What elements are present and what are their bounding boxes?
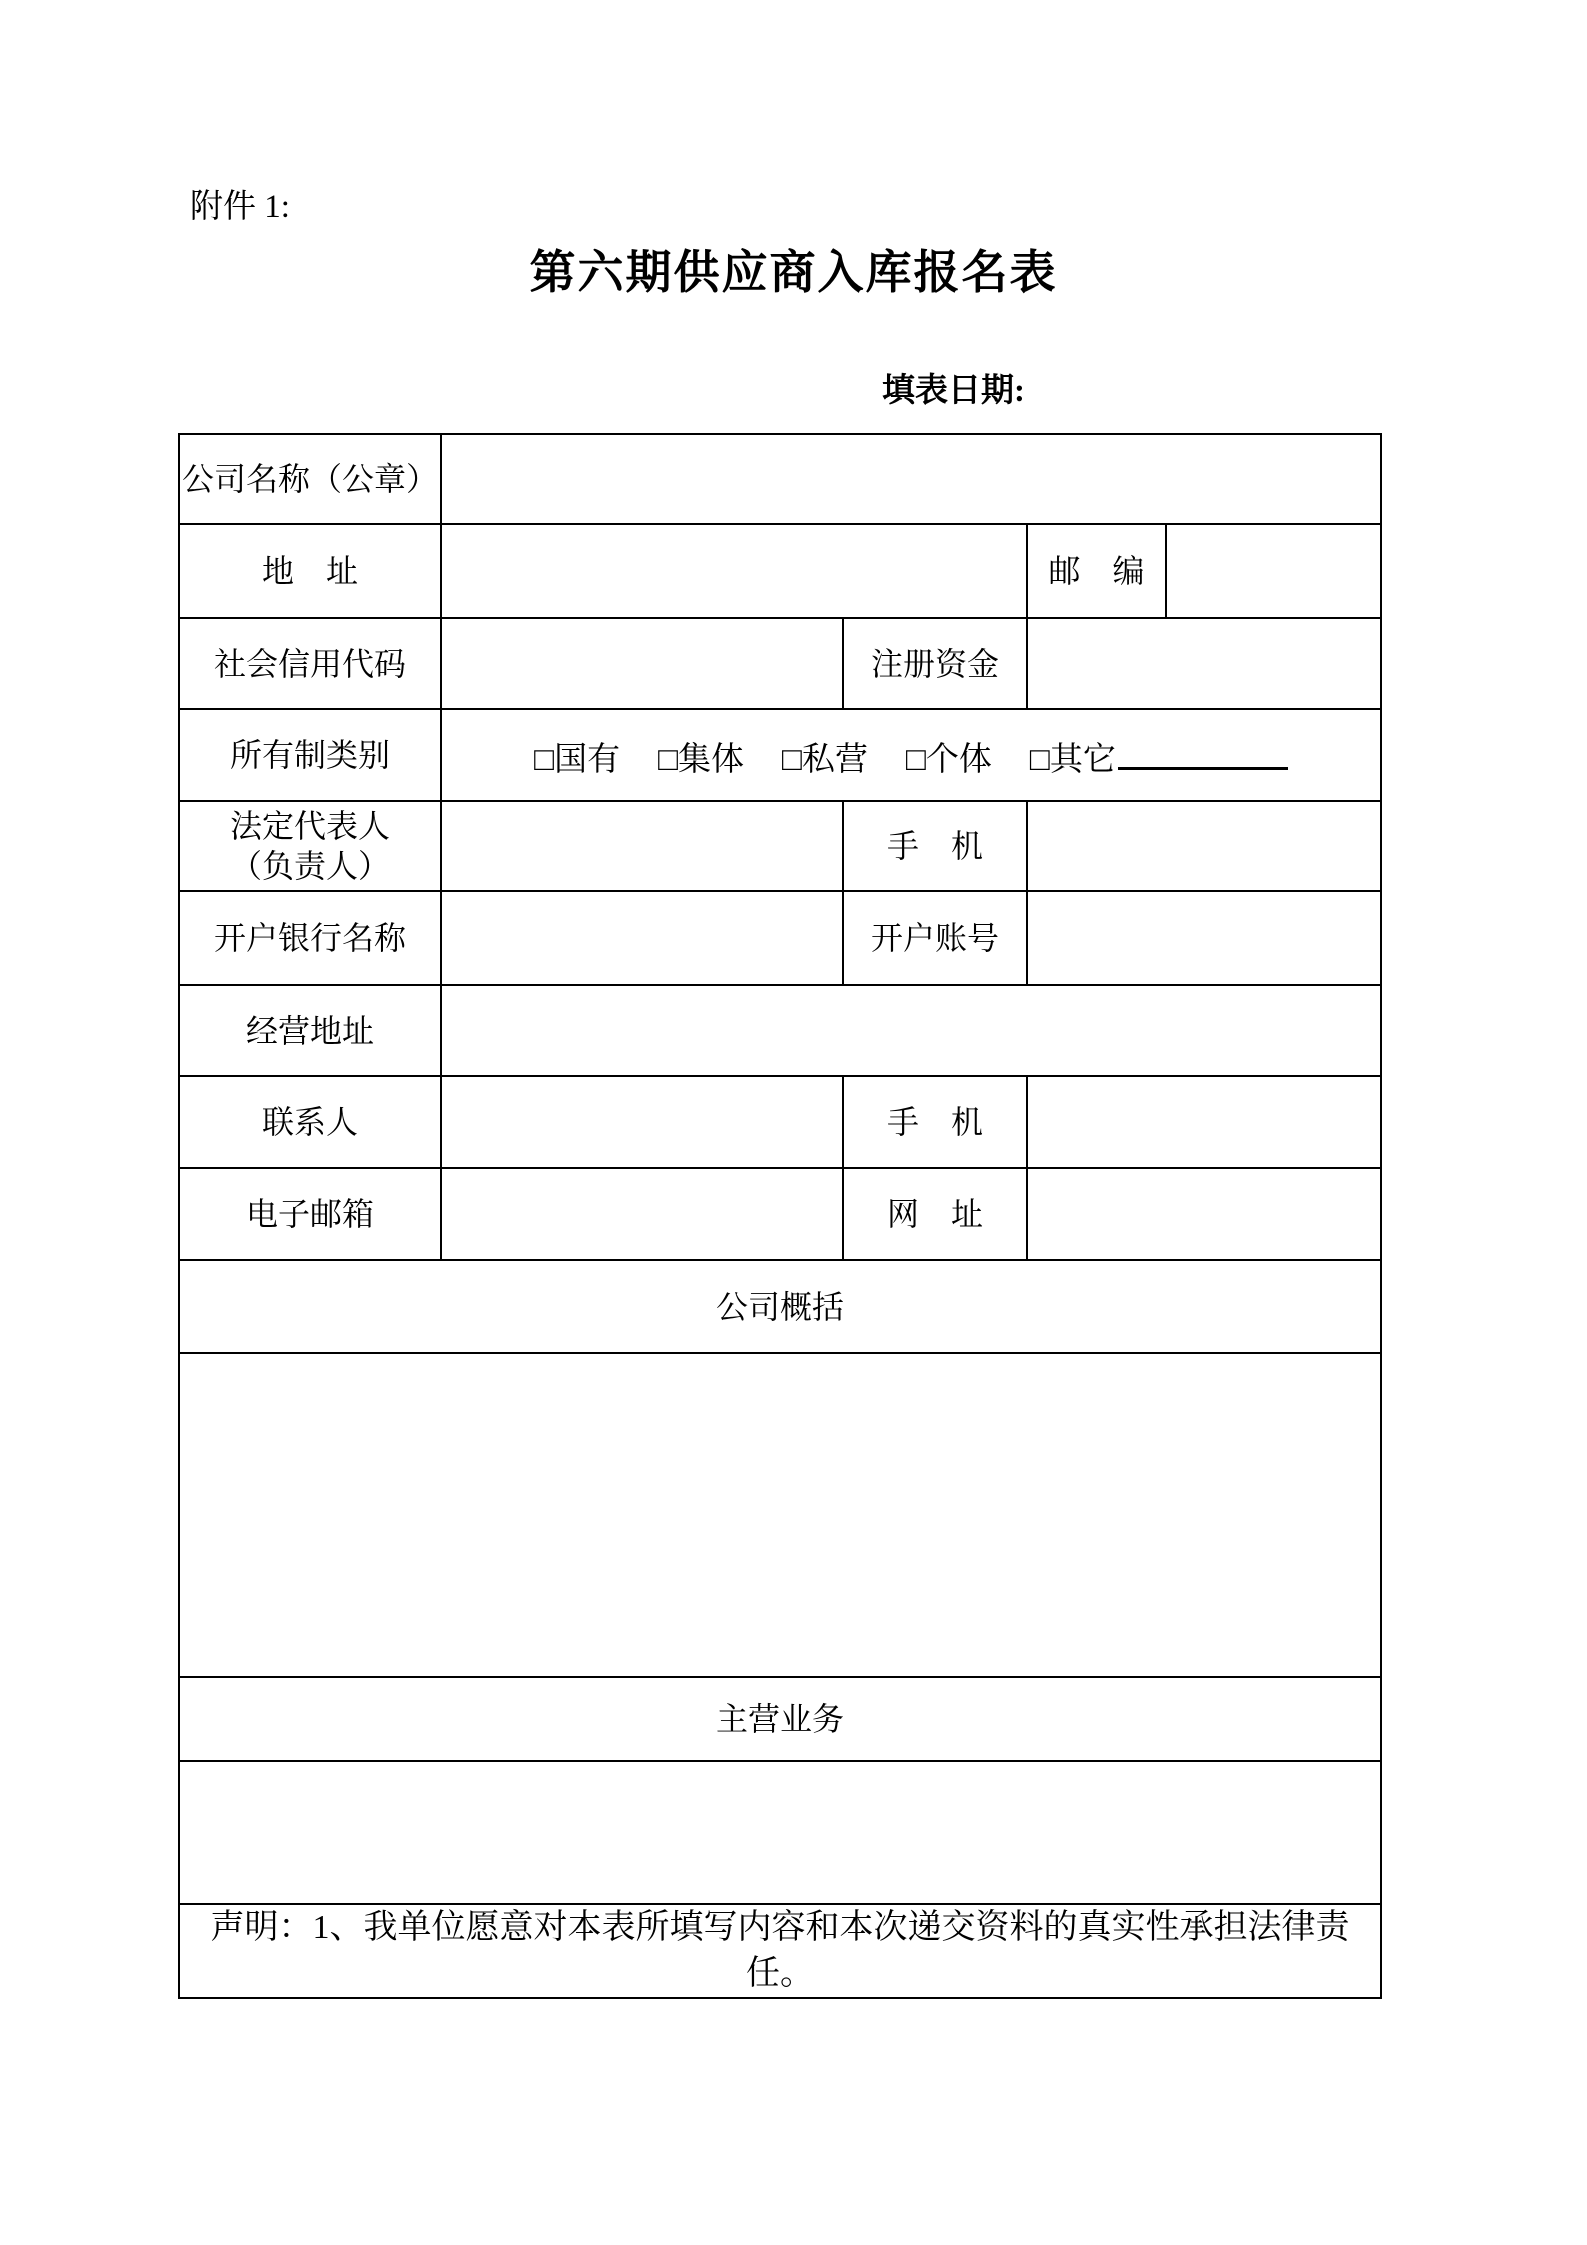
- ownership-option-collective[interactable]: [658, 733, 744, 780]
- business-address-input-cell[interactable]: [441, 985, 1381, 1076]
- contact-label: 联系人: [179, 1076, 441, 1168]
- table-row: [179, 1677, 1381, 1761]
- legal-rep-label-line1: 法定代表人: [229, 808, 390, 844]
- legal-rep-input-cell[interactable]: [441, 801, 843, 891]
- ownership-option-private[interactable]: [782, 733, 868, 780]
- table-row: [179, 1260, 1381, 1353]
- legal-rep-mobile-input-cell[interactable]: [1027, 801, 1381, 891]
- contact-mobile-input-cell[interactable]: [1027, 1076, 1381, 1168]
- supplier-registration-form-table: [178, 433, 1382, 1999]
- ownership-option-stateowned[interactable]: [534, 733, 620, 780]
- legal-rep-mobile-label: 手 机: [843, 801, 1027, 891]
- credit-code-input-cell[interactable]: [441, 618, 843, 709]
- postal-code-label: 邮 编: [1027, 524, 1166, 618]
- bank-name-label: 开户银行名称: [179, 891, 441, 985]
- ownership-option-label: 集体: [678, 741, 745, 778]
- bank-account-label: 开户账号: [843, 891, 1027, 985]
- table-row: [179, 1904, 1381, 1998]
- legal-rep-label-line2: （负责人）: [229, 848, 390, 884]
- table-row: [179, 524, 1381, 618]
- table-row: [179, 1076, 1381, 1168]
- address-label: 地 址: [179, 524, 441, 618]
- bank-account-input-cell[interactable]: [1027, 891, 1381, 985]
- credit-code-label: 社会信用代码: [179, 618, 441, 709]
- other-fill-line[interactable]: [1118, 731, 1288, 770]
- ownership-option-label: 国有: [554, 741, 621, 778]
- main-business-input-cell[interactable]: [179, 1761, 1381, 1904]
- table-row: [179, 1353, 1381, 1677]
- bank-name-input-cell[interactable]: [441, 891, 843, 985]
- checkbox-icon[interactable]: □: [1029, 741, 1050, 778]
- email-input-cell[interactable]: [441, 1168, 843, 1260]
- page-title: 第六期供应商入库报名表: [529, 247, 1058, 298]
- address-input-cell[interactable]: [441, 524, 1027, 618]
- table-row: [179, 891, 1381, 985]
- ownership-option-label: 个体: [925, 741, 992, 778]
- attachment-label: 附件 1:: [190, 189, 290, 225]
- table-row: [179, 985, 1381, 1076]
- website-label: 网 址: [843, 1168, 1027, 1260]
- contact-mobile-label: 手 机: [843, 1076, 1027, 1168]
- table-row: [179, 618, 1381, 709]
- ownership-option-other[interactable]: [1030, 731, 1288, 780]
- ownership-option-individual[interactable]: [906, 733, 992, 780]
- legal-rep-label: [179, 801, 441, 891]
- table-row: [179, 1761, 1381, 1904]
- fill-date-label: 填表日期:: [882, 373, 1025, 409]
- registered-capital-label: 注册资金: [843, 618, 1027, 709]
- ownership-option-label: 其它: [1049, 741, 1116, 778]
- email-label: 电子邮箱: [179, 1168, 441, 1260]
- registered-capital-input-cell[interactable]: [1027, 618, 1381, 709]
- checkbox-icon[interactable]: □: [782, 741, 802, 778]
- table-row: [179, 801, 1381, 891]
- declaration-text: 声明：1、我单位愿意对本表所填写内容和本次递交资料的真实性承担法律责任。: [179, 1904, 1381, 1998]
- company-name-input-cell[interactable]: [441, 434, 1381, 524]
- checkbox-icon[interactable]: □: [658, 741, 679, 778]
- company-profile-input-cell[interactable]: [179, 1353, 1381, 1677]
- business-address-label: 经营地址: [179, 985, 441, 1076]
- website-input-cell[interactable]: [1027, 1168, 1381, 1260]
- contact-input-cell[interactable]: [441, 1076, 843, 1168]
- ownership-options-cell: [441, 709, 1381, 801]
- company-profile-header: 公司概括: [179, 1260, 1381, 1353]
- ownership-option-label: 私营: [801, 741, 868, 778]
- table-row: [179, 434, 1381, 524]
- main-business-header: 主营业务: [179, 1677, 1381, 1761]
- table-row: [179, 709, 1381, 801]
- checkbox-icon[interactable]: □: [534, 741, 555, 778]
- table-row: [179, 1168, 1381, 1260]
- postal-code-input-cell[interactable]: [1166, 524, 1381, 618]
- checkbox-icon[interactable]: □: [905, 741, 926, 778]
- ownership-label: 所有制类别: [179, 709, 441, 801]
- company-name-label: 公司名称（公章）: [179, 434, 441, 524]
